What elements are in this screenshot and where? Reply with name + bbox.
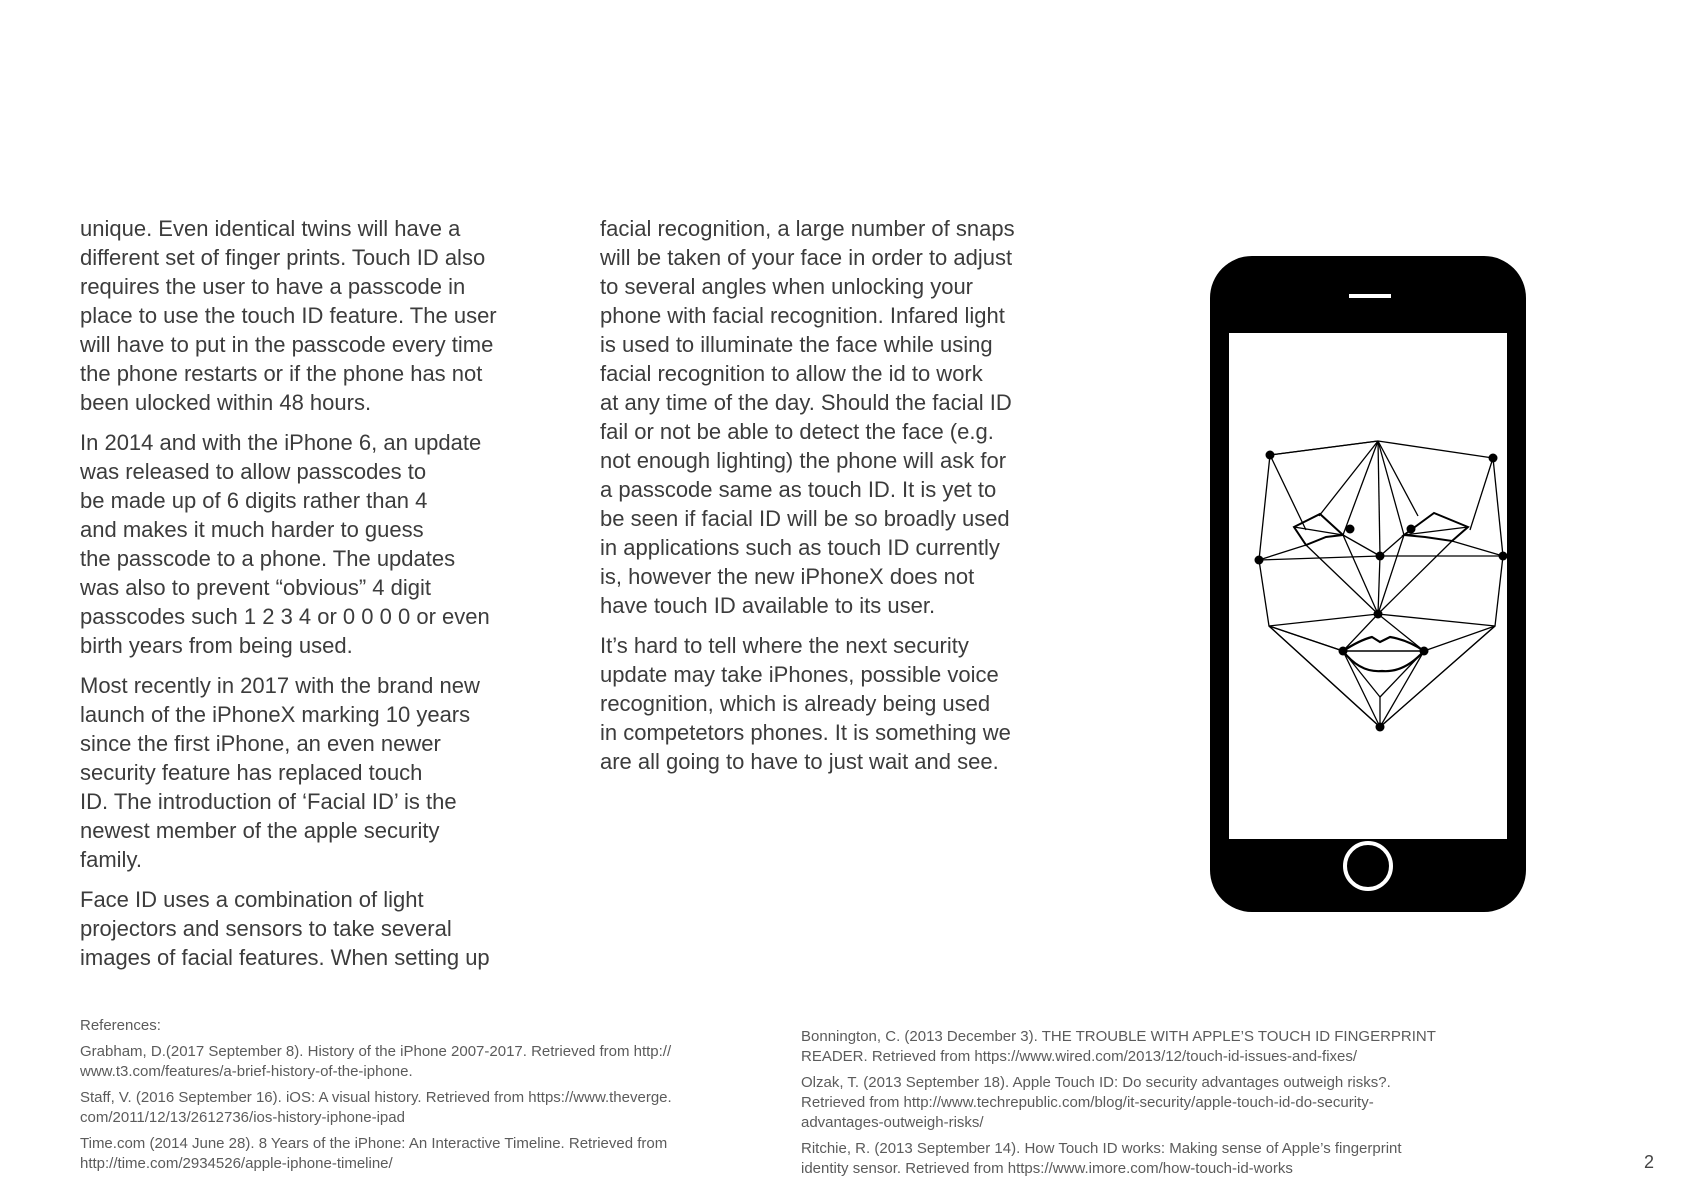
phone-illustration <box>1210 256 1526 912</box>
phone-speaker <box>1349 294 1391 298</box>
reference-item: Grabham, D.(2017 September 8). History of the iPhone 2007-2017. Retrieved from http:// www.t3.com/features/a-brief-history-of-the-iphone. <box>80 1043 672 1080</box>
paragraph: In 2014 and with the iPhone 6, an update was released to allow passcodes to be made up of 6 digits rather than 4 and makes it much harder to guess the passcode to a phone. The updates was also to prevent “obvious” 4 digit passcodes such 1 2 3 4 or 0 0 0 0 or even birth years from being used. <box>80 430 490 658</box>
phone-face-id-icon <box>1210 256 1526 917</box>
reference-item: Bonnington, C. (2013 December 3). THE TROUBLE WITH APPLE’S TOUCH ID FINGERPRINT READER. Retrieved from https://www.wired.com/2013/12/touch-id-issues-and-fixes/ <box>801 1028 1436 1065</box>
phone-screen <box>1229 333 1507 839</box>
references-right <box>801 1027 1441 1185</box>
paragraph: Most recently in 2017 with the brand new launch of the iPhoneX marking 10 years since the first iPhone, an even newer security feature has replaced touch ID. The introduction of ‘Facial ID’ is the newest member of the apple security family. <box>80 673 480 872</box>
paragraph: It’s hard to tell where the next security update may take iPhones, possible voice recognition, which is already being used in competetors phones. It is something we are all going to have to just wait and see. <box>600 633 1011 774</box>
paragraph: unique. Even identical twins will have a different set of finger prints. Touch ID also requires the user to have a passcode in place to use the touch ID feature. The user will have to put in the passcode every time the phone restarts or if the phone has not been ulocked within 48 hours. <box>80 216 497 415</box>
body-column-middle <box>600 214 1070 787</box>
page-number: 2 <box>1643 1152 1654 1172</box>
reference-item: Ritchie, R. (2013 September 14). How Touch ID works: Making sense of Apple’s fingerprint identity sensor. Retrieved from https://www.imore.com/how-touch-id-works <box>801 1140 1402 1177</box>
reference-item: Time.com (2014 June 28). 8 Years of the iPhone: An Interactive Timeline. Retrieved from http://time.com/2934526/apple-iphone-timeline/ <box>80 1135 668 1172</box>
body-column-left <box>80 214 550 983</box>
paragraph: Face ID uses a combination of light projectors and sensors to take several images of facial features. When setting up <box>80 887 490 970</box>
paragraph: facial recognition, a large number of snaps will be taken of your face in order to adjust to several angles when unlocking your phone with facial recognition. Infared light is used to illuminate the face while using facial recognition to allow the id to work at any time of the day. Should the facial ID fail or not be able to detect the face (e.g. not enough lighting) the phone will ask for a passcode same as touch ID. It is yet to be seen if facial ID will be so broadly used in applications such as touch ID currently is, however the new iPhoneX does not have touch ID available to its user. <box>600 216 1015 618</box>
reference-item: Staff, V. (2016 September 16). iOS: A visual history. Retrieved from https://www.theverge. com/2011/12/13/2612736/ios-history-iphone-ipad <box>80 1089 672 1126</box>
references-heading: References: <box>80 1017 161 1034</box>
reference-item: Olzak, T. (2013 September 18). Apple Touch ID: Do security advantages outweigh risks?. Retrieved from http://www.techrepublic.com/blog/it-security/apple-touch-id-do-security- advantages-outweigh-risks/ <box>801 1074 1391 1131</box>
references-left <box>80 1016 720 1180</box>
